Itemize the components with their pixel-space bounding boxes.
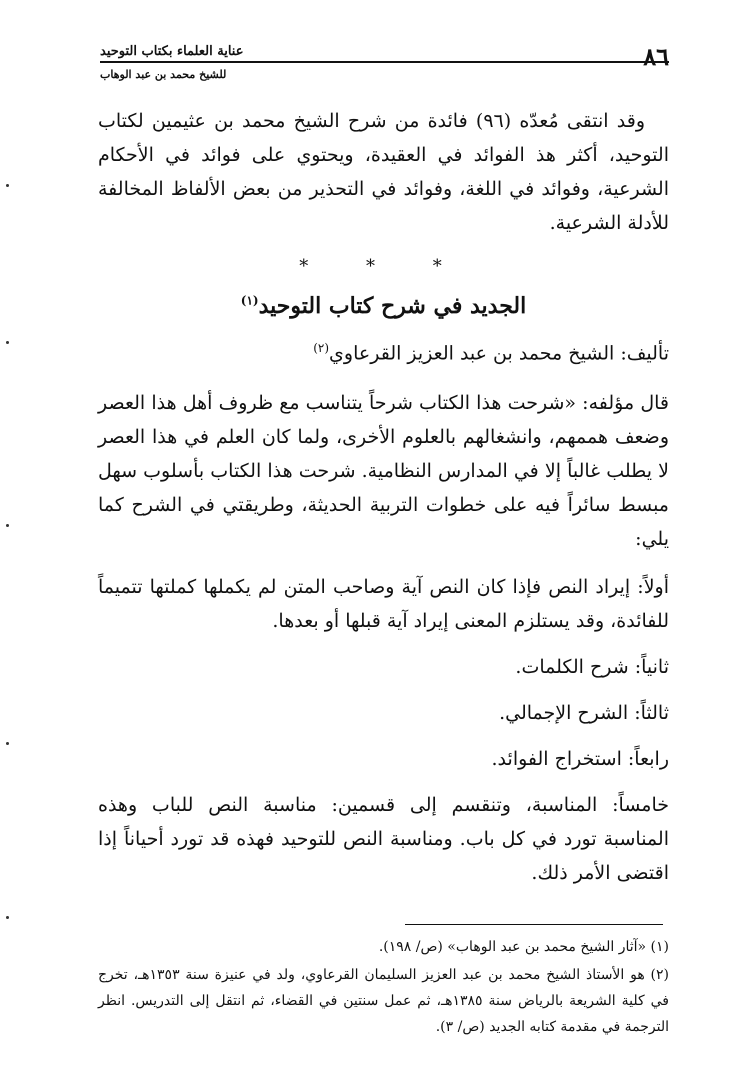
page-number: ٨٦ [643, 42, 669, 71]
footnote-ref-1: (١) [240, 293, 259, 308]
scan-mark [6, 341, 9, 344]
authorship-text: تأليف: الشيخ محمد بن عبد العزيز القرعاوي [329, 342, 669, 365]
section-heading [98, 293, 669, 319]
list-item-fifth: خامساً: المناسبة، وتنقسم إلى قسمين: مناسبة النص للباب وهذه المناسبة تورد في كل باب. ومناسبة النص للتوحيد فهذه قد تورد أحياناً إذا اقتضى الأمر ذلك. [98, 794, 669, 885]
scan-mark [6, 184, 9, 187]
footnote-1: (١) «آثار الشيخ محمد بن عبد الوهاب» (ص/ ١٩٨). [378, 939, 669, 955]
intro-paragraph: وقد انتقى مُعدّه (٩٦) فائدة من شرح الشيخ محمد بن عثيمين لكتاب التوحيد، أكثر هذ الفوائد في العقيدة، ويحتوي على فوائد في الأحكام الشرعية، وفوائد في اللغة، وفوائد في التحذير من بعض الألفاظ المخالفة للأدلة الشرعية. [98, 110, 669, 234]
page-body [98, 104, 669, 902]
page-header [100, 40, 669, 96]
scan-mark [6, 916, 9, 919]
quote-paragraph: قال مؤلفه: «شرحت هذا الكتاب شرحاً يتناسب مع ظروف أهل هذا العصر وضعف هممهم، وانشغالهم بالعلوم الأخرى، ولما كان العلم في هذا العصر لا يطلب غالباً إلا في المدارس النظامية. شرحت هذا الكتاب بأسلوب سهل مبسط سائراً فيه على خطوات التربية الحديثة، وطريقتي في الشرح كما يلي: [98, 392, 669, 551]
header-divider [100, 61, 669, 63]
scan-mark [6, 524, 9, 527]
section-heading-text: الجديد في شرح كتاب التوحيد [258, 293, 527, 319]
list-item-third: ثالثاً: الشرح الإجمالي. [499, 702, 669, 725]
running-title: عناية العلماء بكتاب التوحيد [100, 44, 244, 59]
list-item-first: أولاً: إيراد النص فإذا كان النص آية وصاحب المتن لم يكملها كملتها تتميماً للفائدة، وقد يستلزم المعنى إيراد آية قبلها أو بعدها. [98, 576, 669, 633]
authorship-line [98, 341, 669, 364]
list-item-second: ثانياً: شرح الكلمات. [515, 656, 669, 679]
footnote-2: (٢) هو الأستاذ الشيخ محمد بن عبد العزيز السليمان القرعاوي، ولد في عنيزة سنة ١٣٥٣هـ، تخرج في كلية الشريعة بالرياض سنة ١٣٨٥هـ، ثم عمل سنتين في القضاء، ثم انتقل إلى التدريس. انظر الترجمة في مقدمة كتابه الجديد (ص/ ٣). [98, 967, 669, 1035]
section-separator: * * * [299, 256, 468, 277]
running-subtitle: للشيخ محمد بن عبد الوهاب [100, 68, 227, 81]
footnotes [98, 934, 669, 1042]
list-item-fourth: رابعاً: استخراج الفوائد. [491, 748, 669, 771]
footnote-ref-2: (٢) [313, 341, 330, 355]
scan-mark [6, 742, 9, 745]
footnote-divider [405, 924, 663, 925]
